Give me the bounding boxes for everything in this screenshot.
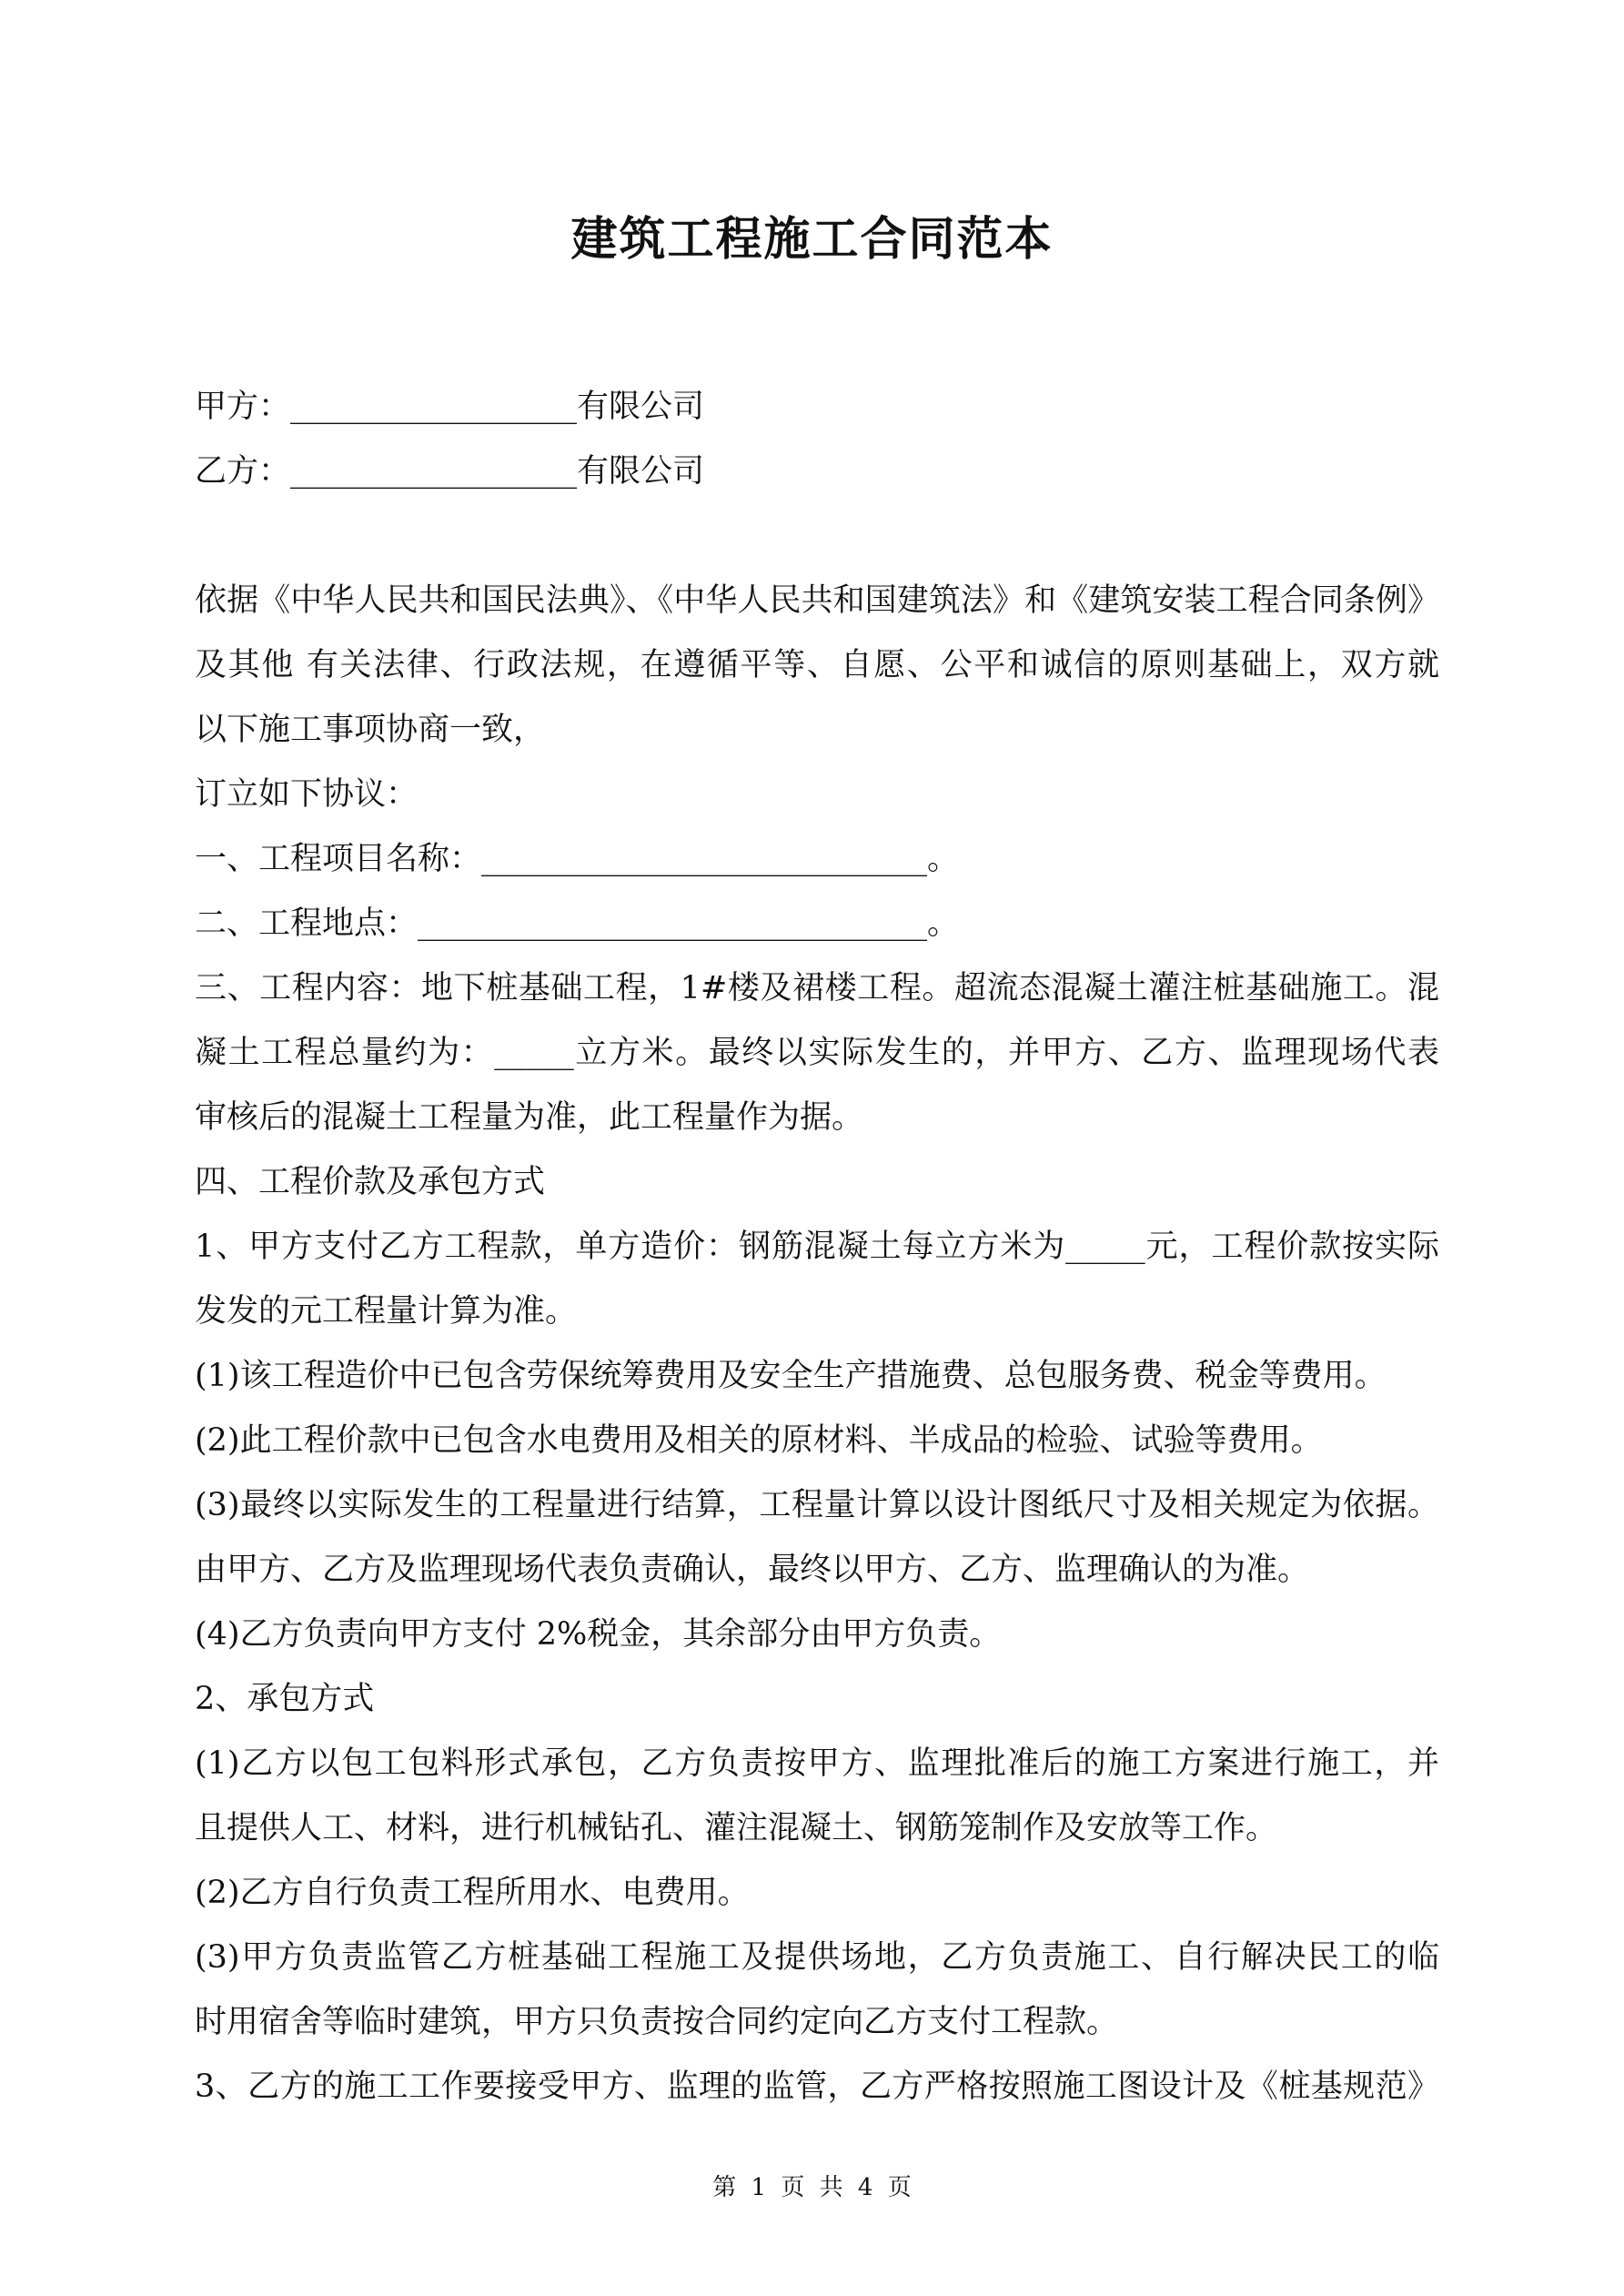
- body-line: 依据《中华人民共和国民法典》、《中华人民共和国建筑法》和《建筑安装工程合同条例》: [195, 582, 1439, 619]
- body-line: 及其他 有关法律、行政法规，在遵循平等、自愿、公平和诚信的原则基础上，双方就: [195, 647, 1439, 683]
- clause-project-content: 三、工程内容：地下桩基础工程，1#楼及裙楼工程。超流态混凝土灌注桩基础施工。混: [195, 970, 1439, 1006]
- body-line: 且提供人工、材料，进行机械钻孔、灌注混凝土、钢筋笼制作及安放等工作。: [195, 1810, 1278, 1846]
- body-line: 3、乙方的施工工作要接受甲方、监理的监管，乙方严格按照施工图设计及《桩基规范》: [195, 2068, 1439, 2105]
- body-line: 发发的元工程量计算为准。: [195, 1293, 578, 1330]
- body-line: 1、甲方支付乙方工程款，单方造价：钢筋混凝土每立方米为_____元，工程价款按实际: [195, 1229, 1439, 1265]
- body-line: (2)乙方自行负责工程所用水、电费用。: [195, 1875, 750, 1911]
- party-a-line: 甲方：__________________有限公司: [195, 389, 705, 425]
- body-line: (3)最终以实际发生的工程量进行结算，工程量计算以设计图纸尺寸及相关规定为依据。: [195, 1487, 1439, 1523]
- body-line: (1)乙方以包工包料形式承包，乙方负责按甲方、监理批准后的施工方案进行施工，并: [195, 1745, 1439, 1782]
- paragraph-gap: [195, 504, 1439, 569]
- body-line: 由甲方、乙方及监理现场代表负责确认，最终以甲方、乙方、监理确认的为准。: [195, 1552, 1310, 1588]
- body-line: (4)乙方负责向甲方支付 2%税金，其余部分由甲方负责。: [195, 1616, 1002, 1653]
- document-body: [195, 375, 1439, 2119]
- body-line: 订立如下协议：: [195, 776, 419, 813]
- clause-contract-method-heading: 2、承包方式: [195, 1681, 375, 1717]
- body-line: 时用宿舍等临时建筑，甲方只负责按合同约定向乙方支付工程款。: [195, 2004, 1119, 2040]
- clause-project-location: 二、工程地点：________________________________。: [195, 905, 960, 942]
- body-line: (2)此工程价款中已包含水电费用及相关的原材料、半成品的检验、试验等费用。: [195, 1422, 1323, 1459]
- party-b-line: 乙方：__________________有限公司: [195, 453, 705, 490]
- body-line: 以下施工事项协商一致，: [195, 712, 546, 748]
- page-footer: 第 1 页 共 4 页: [712, 2174, 912, 2201]
- body-line: 审核后的混凝土工程量为准，此工程量作为据。: [195, 1099, 864, 1136]
- clause-price-heading: 四、工程价款及承包方式: [195, 1164, 546, 1200]
- document-title: 建筑工程施工合同范本: [570, 212, 1054, 267]
- body-line: 凝土工程总量约为：_____立方米。最终以实际发生的，并甲方、乙方、监理现场代表: [195, 1035, 1439, 1071]
- body-line: (1)该工程造价中已包含劳保统筹费用及安全生产措施费、总包服务费、税金等费用。: [195, 1358, 1387, 1394]
- body-line: (3)甲方负责监管乙方桩基础工程施工及提供场地，乙方负责施工、自行解决民工的临: [195, 1939, 1439, 1976]
- clause-project-name: 一、工程项目名称：____________________________。: [195, 841, 960, 877]
